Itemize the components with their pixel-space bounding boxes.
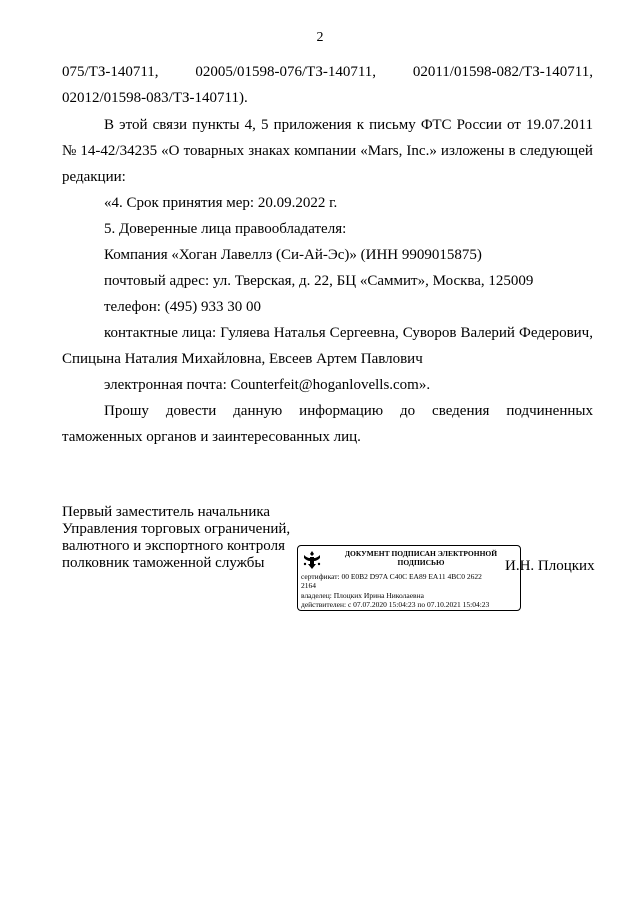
stamp-title-line: ПОДПИСЬЮ	[397, 558, 445, 567]
word: контактные	[104, 325, 178, 341]
stamp-certificate-cont: 2164	[301, 581, 316, 590]
word: знаках	[248, 143, 291, 159]
stamp-validity: действителен: с 07.07.2020 15:04:23 по 07.10.2021 15:04:23	[301, 600, 490, 609]
word: «Mars,	[360, 143, 403, 159]
word: 4,	[244, 117, 256, 133]
body-line-3	[104, 116, 593, 134]
word: довести	[165, 403, 217, 419]
position-line: валютного и экспортного контроля	[62, 538, 285, 554]
body-line-9: почтовый адрес: ул. Тверская, д. 22, БЦ «Саммит», Москва, 125009	[104, 273, 534, 289]
position-line: полковник таможенной службы	[62, 555, 265, 571]
page-number: 2	[316, 30, 324, 45]
body-line-12: Спицына Наталия Михайловна, Евсеев Артем Павлович	[62, 351, 423, 367]
word: от	[507, 117, 521, 133]
stamp-certificate: сертификат: 00 E0B2 D97A C40C EA89 EA11 4BC0 2622	[301, 572, 482, 581]
body-line-15: таможенных органов и заинтересованных лиц.	[62, 429, 361, 445]
word: Наталья	[273, 325, 326, 341]
body-line-1	[62, 63, 593, 81]
electronic-signature-stamp	[297, 545, 521, 611]
body-line-5: редакции:	[62, 169, 126, 185]
word: 5	[260, 117, 269, 133]
word: пункты	[192, 117, 240, 133]
word: этой	[119, 117, 148, 133]
word: приложения	[273, 117, 352, 133]
word: лица:	[181, 325, 217, 341]
word: подчиненных	[506, 403, 593, 419]
eagle-emblem-icon	[302, 549, 322, 571]
signatory-name: И.Н. Плоцких	[505, 558, 595, 574]
word: России	[456, 117, 502, 133]
word: 14-42/34235	[80, 143, 158, 159]
body-line-13: электронная почта: Counterfeit@hoganlovells.com».	[104, 377, 431, 393]
body-line-11	[104, 324, 593, 342]
word: «О	[161, 143, 180, 159]
body-line-7: 5. Доверенные лица правообладателя:	[104, 221, 347, 237]
word: В	[104, 117, 115, 133]
word: Федерович,	[518, 325, 593, 341]
word: в	[508, 143, 516, 159]
text-segment: 02005/01598-076/ТЗ-140711,	[195, 64, 377, 80]
body-line-14	[104, 402, 593, 420]
word: связи	[152, 117, 188, 133]
word: №	[62, 143, 77, 159]
word: ФТС	[420, 117, 452, 133]
word: Inc.»	[406, 143, 437, 159]
body-line-2: 02012/01598-083/ТЗ-140711).	[62, 90, 248, 106]
position-line: Управления торговых ограничений,	[62, 521, 291, 537]
text-segment: 02011/01598-082/ТЗ-140711,	[412, 64, 593, 80]
stamp-title-line: ДОКУМЕНТ ПОДПИСАН ЭЛЕКТРОННОЙ	[344, 549, 498, 558]
body-line-8: Компания «Хоган Лавеллз (Си-Ай-Эс)» (ИНН 9909015875)	[104, 247, 482, 263]
word: Сергеевна,	[329, 325, 399, 341]
word: сведения	[432, 403, 490, 419]
word: Прошу	[104, 403, 149, 419]
stamp-owner: владелец: Плоцких Ирина Николаевна	[301, 591, 424, 600]
word: данную	[233, 403, 283, 419]
body-line-10: телефон: (495) 933 30 00	[104, 299, 261, 315]
word: изложены	[440, 143, 505, 159]
word: Гуляева	[220, 325, 270, 341]
stamp-title	[324, 549, 518, 567]
word: информацию	[299, 403, 384, 419]
word: компании	[294, 143, 357, 159]
word: к	[356, 117, 365, 133]
text-segment: 075/ТЗ-140711,	[62, 64, 159, 80]
word: Суворов	[402, 325, 457, 341]
word: Валерий	[460, 325, 515, 341]
signatory-position	[62, 504, 290, 572]
body-line-4	[62, 142, 593, 160]
word: до	[399, 403, 416, 419]
word: товарных	[183, 143, 245, 159]
word: 19.07.2011	[526, 117, 593, 133]
word: следующей	[519, 143, 593, 159]
body-line-6: «4. Срок принятия мер: 20.09.2022 г.	[104, 195, 338, 211]
position-line: Первый заместитель начальника	[62, 504, 271, 520]
word: письму	[369, 117, 416, 133]
